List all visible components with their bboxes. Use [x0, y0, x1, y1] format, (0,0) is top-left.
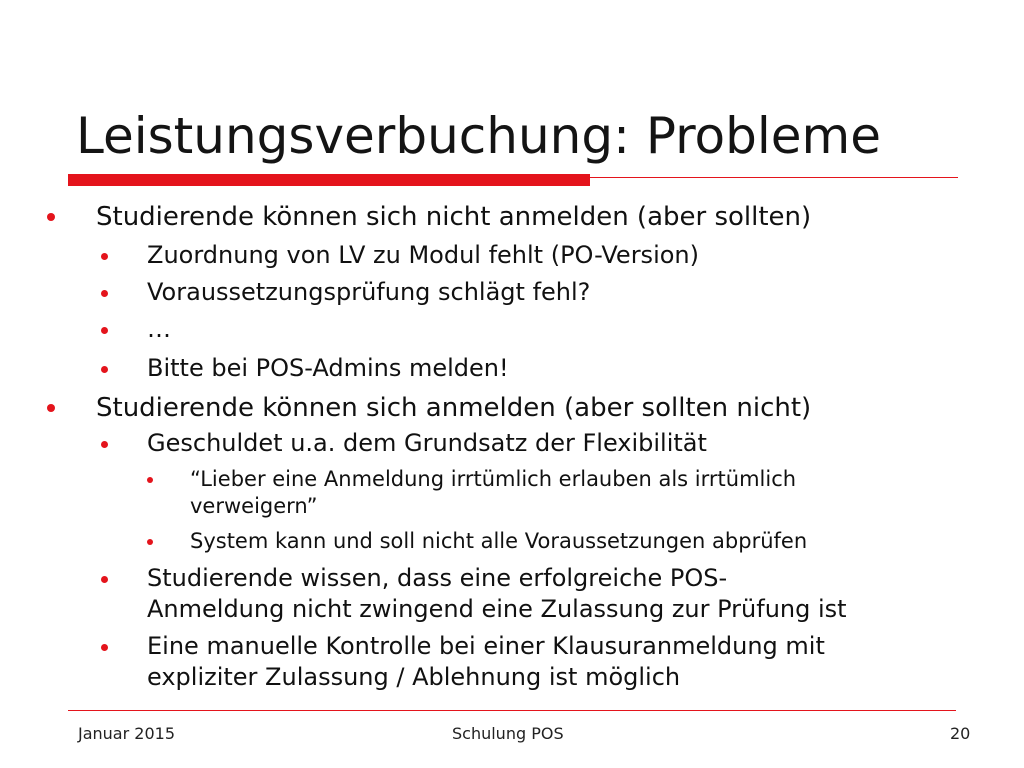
bullet-text-line: “Lieber eine Anmeldung irrtümlich erlauben als irrtümlich — [190, 467, 797, 491]
bullet-text: Bitte bei POS-Admins melden! — [147, 354, 509, 382]
bullet-text: Zuordnung von LV zu Modul fehlt (PO-Version) — [147, 241, 699, 269]
bullet-dot — [101, 290, 108, 297]
title-accent-line — [590, 177, 958, 178]
footer-divider — [68, 710, 956, 711]
footer-title: Schulung POS — [452, 724, 564, 743]
title-accent-bar — [68, 174, 590, 186]
bullet-text: System kann und soll nicht alle Voraussetzungen abprüfen — [190, 529, 808, 553]
footer-date: Januar 2015 — [78, 724, 175, 743]
bullet-dot — [101, 441, 108, 448]
bullet-dot — [101, 366, 108, 373]
bullet-text: Studierende können sich nicht anmelden (aber sollten) — [96, 202, 812, 232]
bullet-dot — [47, 404, 55, 412]
slide-title: Leistungsverbuchung: Probleme — [76, 107, 882, 165]
bullet-text-line: Studierende wissen, dass eine erfolgreiche POS- — [147, 564, 728, 592]
bullet-text-line: expliziter Zulassung / Ablehnung ist möglich — [147, 663, 681, 691]
bullet-dot — [101, 576, 108, 583]
page-number: 20 — [950, 724, 971, 743]
bullet-text: Voraussetzungsprüfung schlägt fehl? — [147, 278, 591, 306]
bullet-dot — [101, 327, 108, 334]
bullet-dot — [101, 644, 108, 651]
bullet-dot — [47, 213, 55, 221]
bullet-text: Studierende können sich anmelden (aber sollten nicht) — [96, 393, 812, 423]
bullet-dot — [147, 539, 153, 545]
bullet-text: … — [147, 315, 171, 343]
bullet-text: Geschuldet u.a. dem Grundsatz der Flexibilität — [147, 429, 707, 457]
bullet-text-line: verweigern” — [190, 494, 318, 518]
bullet-dot — [101, 253, 108, 260]
bullet-text-line: Anmeldung nicht zwingend eine Zulassung zur Prüfung ist — [147, 595, 847, 623]
bullet-dot — [147, 477, 153, 483]
bullet-text-line: Eine manuelle Kontrolle bei einer Klausuranmeldung mit — [147, 632, 825, 660]
